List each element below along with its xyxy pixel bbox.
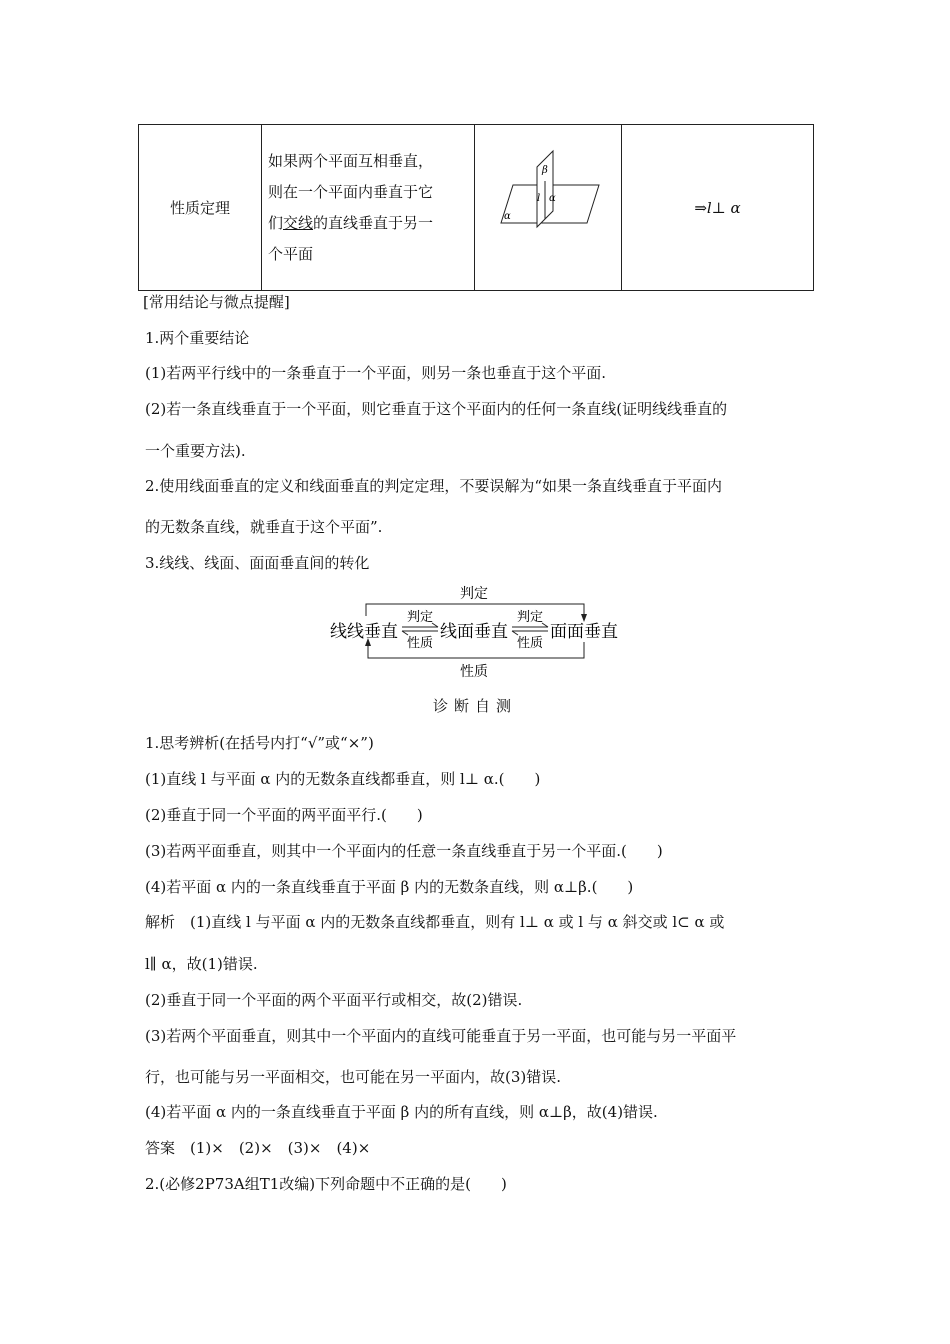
node-line-line: 线线垂直 xyxy=(330,622,398,642)
arrow2-back-head xyxy=(512,631,518,635)
q1-analysis-3: (2)垂直于同一个平面的两个平面平行或相交，故(2)错误. xyxy=(145,991,523,1009)
conclusion-p2b: 一个重要方法). xyxy=(145,442,246,460)
conclusion-h3: 3.线线、线面、面面垂直间的转化 xyxy=(145,554,370,572)
q1-analysis-6: (4)若平面 α 内的一条直线垂直于平面 β 内的所有直线，则 α⊥β，故(4)错误. xyxy=(145,1103,658,1121)
diagram-bottom-label: 性质 xyxy=(460,664,488,680)
q1-analysis-5: 行，也可能与另一平面相交，也可能在另一平面内，故(3)错误. xyxy=(145,1068,562,1086)
theorem-text xyxy=(262,125,475,291)
bottom-connector xyxy=(368,642,584,658)
theorem-line-4: 个平面 xyxy=(268,244,314,263)
conclusion-p2a: (2)若一条直线垂直于一个平面，则它垂直于这个平面内的任何一条直线(证明线线垂直的 xyxy=(145,400,728,418)
conclusion-h2a: 2.使用线面垂直的定义和线面垂直的判定定理，不要误解为“如果一条直线垂直于平面内 xyxy=(145,477,722,495)
label-a: α xyxy=(549,193,556,204)
section-title: [常用结论与微点提醒] xyxy=(143,293,290,311)
q1-analysis-2: l∥ α，故(1)错误. xyxy=(145,955,258,973)
arrow1-back-head xyxy=(402,631,408,635)
theorem-figure xyxy=(475,125,622,291)
theorem-line-3: 们交线的直线垂直于另一 xyxy=(268,213,434,232)
q1-item-2: (2)垂直于同一个平面的两平面平行.( ) xyxy=(145,806,423,824)
diagnosis-title: 诊断自测 xyxy=(432,697,517,715)
node-plane-plane: 面面垂直 xyxy=(550,622,618,642)
conclusion-p1: (1)若两平行线中的一条垂直于一个平面，则另一条也垂直于这个平面. xyxy=(145,364,607,382)
arrow1-forward-head xyxy=(432,623,438,627)
diagram-top-label: 判定 xyxy=(460,586,488,602)
property-theorem-table xyxy=(138,124,814,291)
q1-item-4: (4)若平面 α 内的一条直线垂直于平面 β 内的无数条直线，则 α⊥β.( ) xyxy=(145,878,634,896)
arrow1-top-label: 判定 xyxy=(406,610,434,625)
q1-item-3: (3)若两平面垂直，则其中一个平面内的任意一条直线垂直于另一个平面.( ) xyxy=(145,842,663,860)
q1-title: 1.思考辨析(在括号内打“√”或“×”) xyxy=(145,734,374,752)
arrow2-top-label: 判定 xyxy=(516,610,544,625)
node-line-plane: 线面垂直 xyxy=(440,622,508,642)
top-connector xyxy=(366,604,584,616)
perpendicular-transform-diagram xyxy=(324,580,624,684)
theorem-line-1: 如果两个平面互相垂直， xyxy=(268,151,434,170)
label-alpha: α xyxy=(504,211,511,222)
theorem-line-2: 则在一个平面内垂直于它 xyxy=(268,182,434,201)
conclusion-heading-1: 1.两个重要结论 xyxy=(145,329,250,347)
top-arrow-head xyxy=(581,614,587,622)
theorem-label: 性质定理 xyxy=(139,125,262,291)
arrow1-bottom-label: 性质 xyxy=(406,636,434,651)
label-l: l xyxy=(537,193,541,204)
label-beta: β xyxy=(542,165,548,176)
q2-title: 2.(必修2P73A组T1改编)下列命题中不正确的是( ) xyxy=(145,1175,507,1193)
arrow2-forward-head xyxy=(542,623,548,627)
perpendicular-planes-figure xyxy=(475,125,621,286)
q1-analysis-1: 解析 (1)直线 l 与平面 α 内的无数条直线都垂直，则有 l⊥ α 或 l 与 α 斜交或 l⊂ α 或 xyxy=(145,913,725,931)
q1-analysis-4: (3)若两个平面垂直，则其中一个平面内的直线可能垂直于另一平面，也可能与另一平面平 xyxy=(145,1027,737,1045)
q1-answer: 答案 (1)× (2)× (3)× (4)× xyxy=(145,1139,371,1157)
theorem-symbol: ⇒l⊥ α xyxy=(622,125,814,291)
table-row xyxy=(139,125,814,291)
underlined-word: 交线 xyxy=(283,213,314,232)
q1-item-1: (1)直线 l 与平面 α 内的无数条直线都垂直，则 l⊥ α.( ) xyxy=(145,770,541,788)
conclusion-h2b: 的无数条直线，就垂直于这个平面”. xyxy=(145,518,383,536)
arrow2-bottom-label: 性质 xyxy=(516,636,544,651)
